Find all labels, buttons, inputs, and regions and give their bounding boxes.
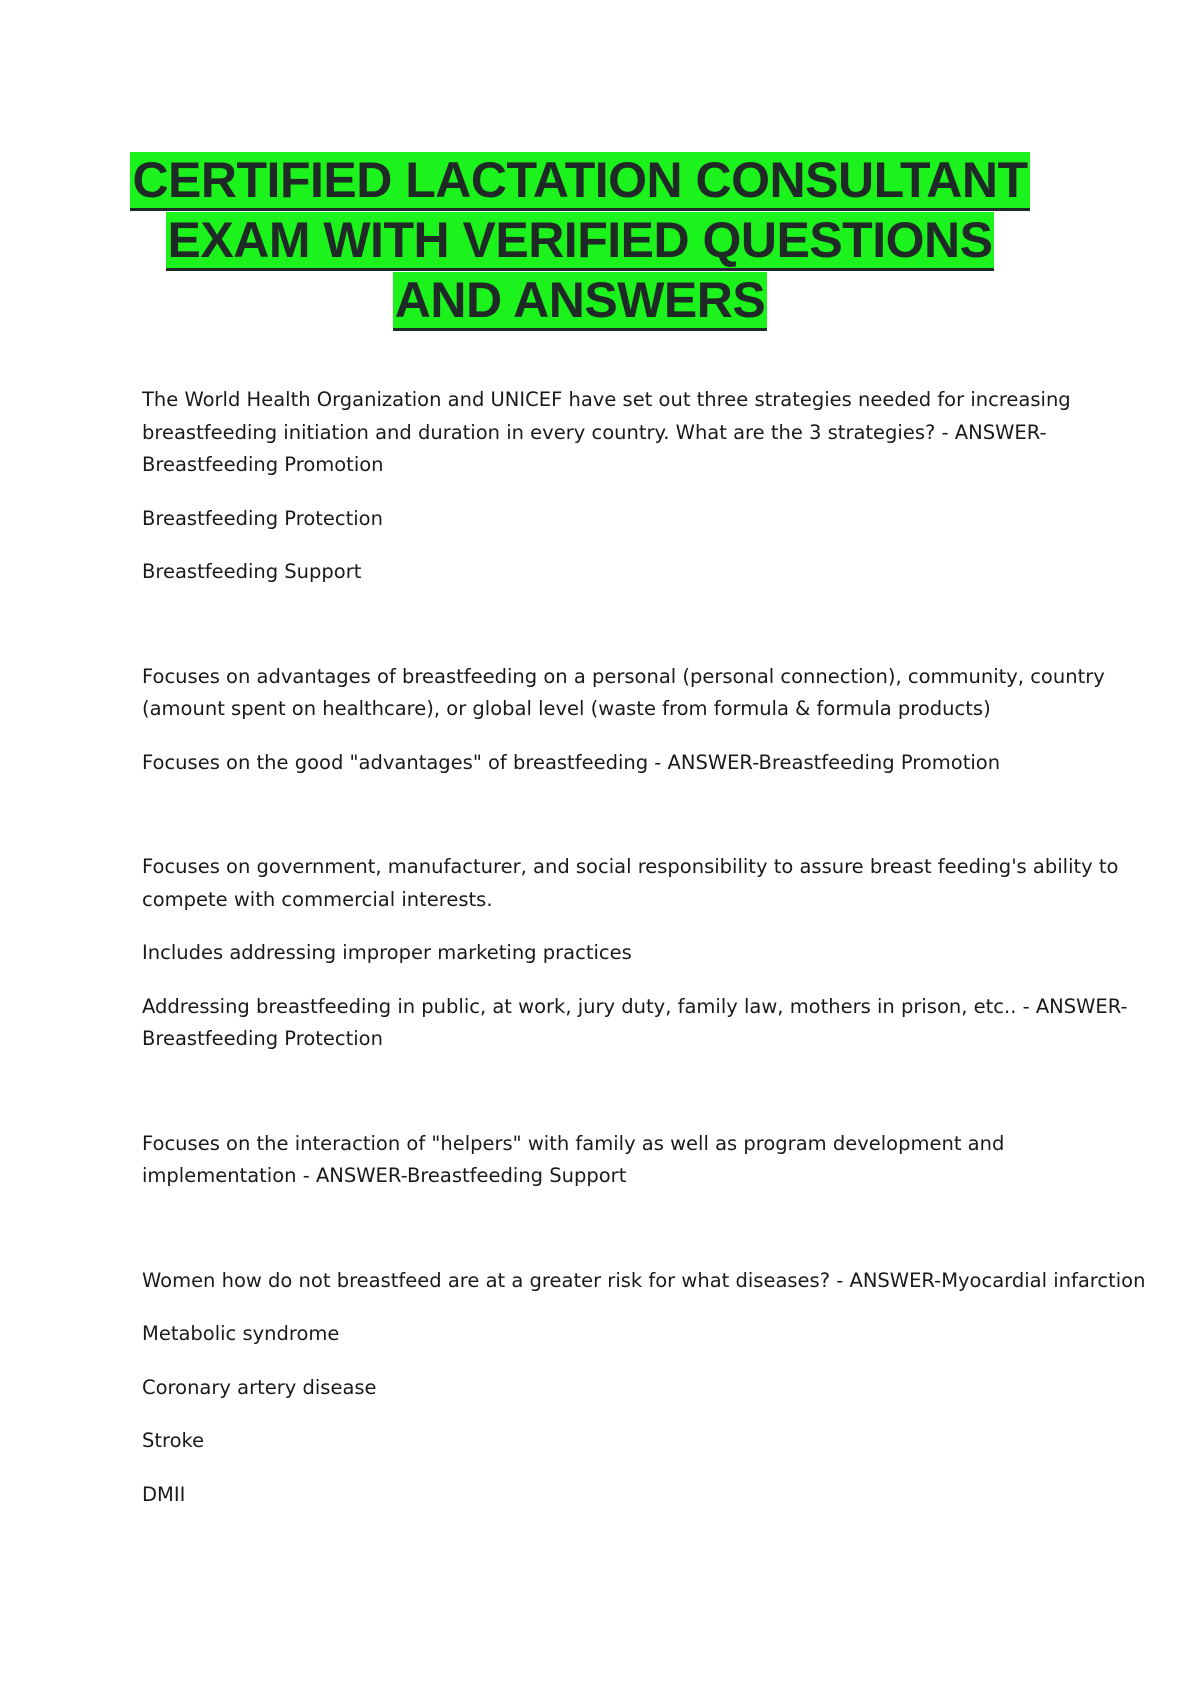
answer-line: Breastfeeding Protection (142, 506, 383, 530)
answer-line: Stroke (142, 1429, 205, 1452)
text-line: implementation - ANSWER-Breastfeeding Support (142, 1164, 627, 1187)
text-line: Focuses on the good "advantages" of breastfeeding - ANSWER-Breastfeeding Promotion (142, 750, 1001, 774)
question-support-focus (142, 1128, 1072, 1193)
text-line: Focuses on the interaction of "helpers" with family as well as program development and (142, 1131, 1005, 1155)
question-protection-answer (142, 991, 1128, 1056)
answer-line: DMII (142, 1482, 186, 1506)
question-promotion-focus (142, 661, 1105, 726)
text-line: Addressing breastfeeding in public, at work, jury duty, family law, mothers in prison, etc.. - ANSWER- (142, 994, 1128, 1018)
title-line-text: AND ANSWERS (393, 272, 767, 331)
answer-line: Breastfeeding Support (142, 560, 362, 583)
title-line-text: EXAM WITH VERIFIED QUESTIONS (166, 212, 995, 271)
question-who-unicef-strategies (142, 384, 1072, 482)
answer-line: Metabolic syndrome (142, 1322, 340, 1345)
text-line: Focuses on government, manufacturer, and social responsibility to assure breast feeding's ability to (142, 855, 1119, 878)
text-line: The World Health Organization and UNICEF have set out three strategies needed for increasing (142, 388, 1071, 411)
text-line: Includes addressing improper marketing practices (142, 941, 632, 964)
answer-line: Coronary artery disease (142, 1375, 377, 1399)
title-line (120, 210, 1040, 270)
text-line: compete with commercial interests. (142, 887, 493, 911)
title-line (120, 150, 1040, 210)
question-disease-risk: Women how do not breastfeed are at a greater risk for what diseases? - ANSWER-Myocardial infarction (142, 1268, 1146, 1292)
title-line (120, 270, 1040, 330)
document-body (142, 384, 1146, 1511)
document-title (120, 150, 1040, 330)
question-protection-focus (142, 851, 1119, 916)
title-line-text: CERTIFIED LACTATION CONSULTANT (130, 152, 1029, 211)
text-line: (amount spent on healthcare), or global level (waste from formula & formula products) (142, 697, 991, 720)
text-line: Breastfeeding Promotion (142, 453, 384, 476)
text-line: Focuses on advantages of breastfeeding on a personal (personal connection), community, country (142, 664, 1105, 688)
text-line: Breastfeeding Protection (142, 1027, 383, 1050)
text-line: breastfeeding initiation and duration in every country. What are the 3 strategies? - ANSWER- (142, 420, 1047, 444)
